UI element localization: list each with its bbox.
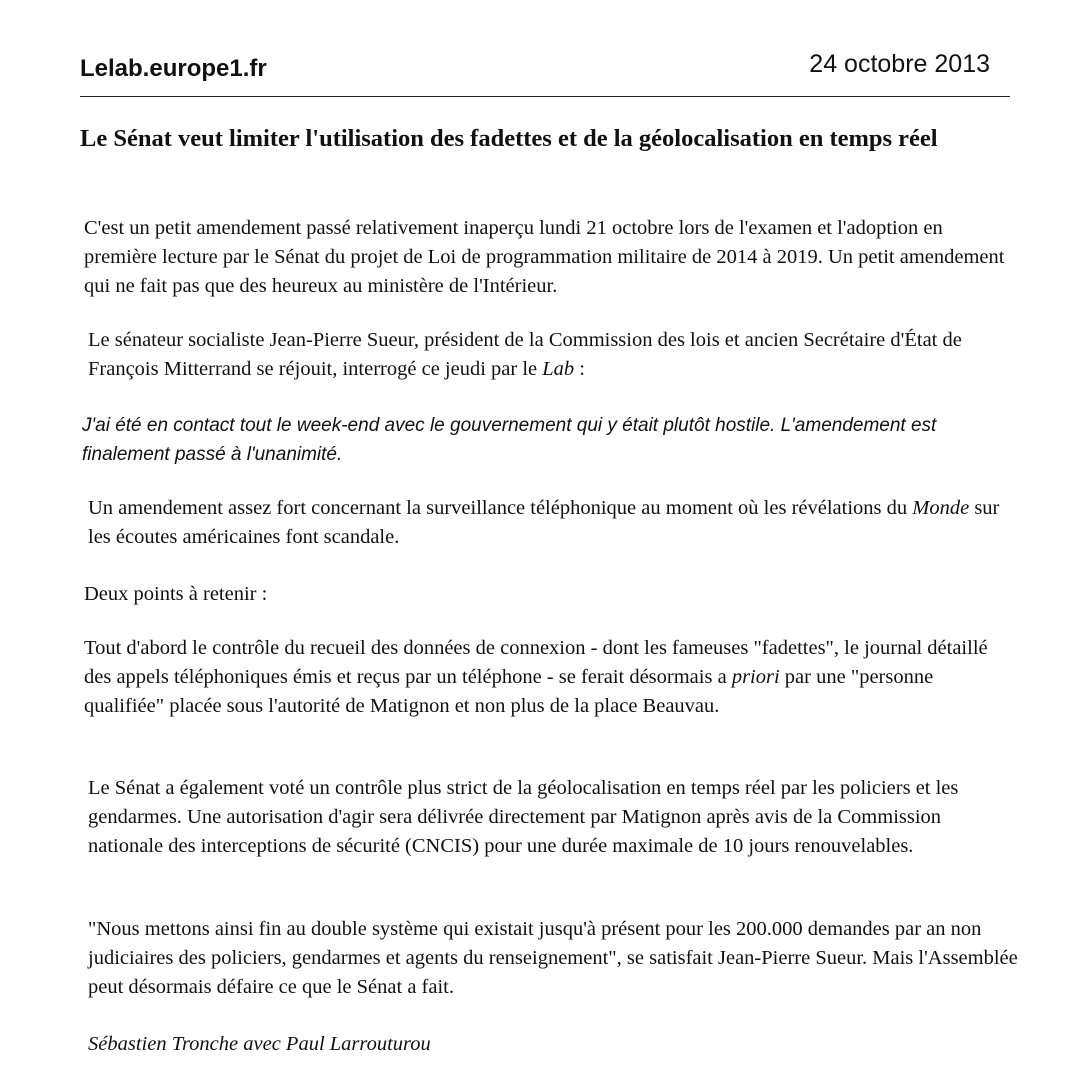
lab-name: Lab bbox=[542, 358, 575, 380]
paragraph-senator-end: : bbox=[574, 358, 585, 380]
article-title: Le Sénat veut limiter l'utilisation des fadettes et de la géolocalisation en temps réel bbox=[80, 125, 938, 152]
priori-word: priori bbox=[731, 666, 780, 688]
paragraph-fadettes bbox=[84, 634, 1014, 721]
paragraph-points: Deux points à retenir : bbox=[84, 583, 268, 605]
paragraph-senator bbox=[88, 326, 1018, 384]
paragraph-surveillance bbox=[88, 494, 1018, 552]
paragraph-intro: C'est un petit amendement passé relativement inaperçu lundi 21 octobre lors de l'examen et l'adoption en première lecture par le Sénat du projet de Loi de programmation militaire de 2014 à 2019. Un petit amendement qui ne fait pas que des heureux au ministère de l'Intérieur. bbox=[84, 217, 1005, 297]
paragraph-surveillance-text: Un amendement assez fort concernant la surveillance téléphonique au moment où les révélations du bbox=[88, 497, 913, 519]
paragraph-geolocation: Le Sénat a également voté un contrôle plus strict de la géolocalisation en temps réel par les policiers et les gendarmes. Une autorisation d'agir sera délivrée directement par Matignon après avis de la Commission nationale des interceptions de sécurité (CNCIS) pour une durée maximale de 10 jours renouvelables. bbox=[88, 777, 959, 857]
page-header bbox=[80, 50, 1010, 97]
paragraph-fadettes-text: Tout d'abord le contrôle du recueil des données de connexion - dont les fameuses "fadettes", le journal détaillé des appels téléphoniques émis et reçus par un téléphone - se ferait désormais a bbox=[84, 637, 988, 688]
publication-date: 24 octobre 2013 bbox=[809, 50, 990, 78]
monde-name: Monde bbox=[912, 497, 970, 519]
author-signature: Sébastien Tronche avec Paul Larrouturou bbox=[88, 1033, 431, 1055]
source-site: Lelab.europe1.fr bbox=[80, 55, 267, 82]
senator-quote: J'ai été en contact tout le week-end avec le gouvernement qui y était plutôt hostile. L'amendement est finalement passé à l'unanimité. bbox=[82, 415, 937, 465]
paragraph-senator-text: Le sénateur socialiste Jean-Pierre Sueur, président de la Commission des lois et ancien Secrétaire d'État de François Mitterrand se réjouit, interrogé ce jeudi par le bbox=[88, 329, 962, 380]
paragraph-surveillance-end: sur les écoutes américaines font scandale. bbox=[88, 497, 1000, 548]
paragraph-closing-quote: "Nous mettons ainsi fin au double système qui existait jusqu'à présent pour les 200.000 demandes par an non judiciaires des policiers, gendarmes et agents du renseignement", se satisfait Jean-Pierre Sueur. Mais l'Assemblée peut désormais défaire ce que le Sénat a fait. bbox=[88, 918, 1018, 998]
paragraph-fadettes-end: par une "personne qualifiée" placée sous l'autorité de Matignon et non plus de la place Beauvau. bbox=[84, 666, 934, 717]
